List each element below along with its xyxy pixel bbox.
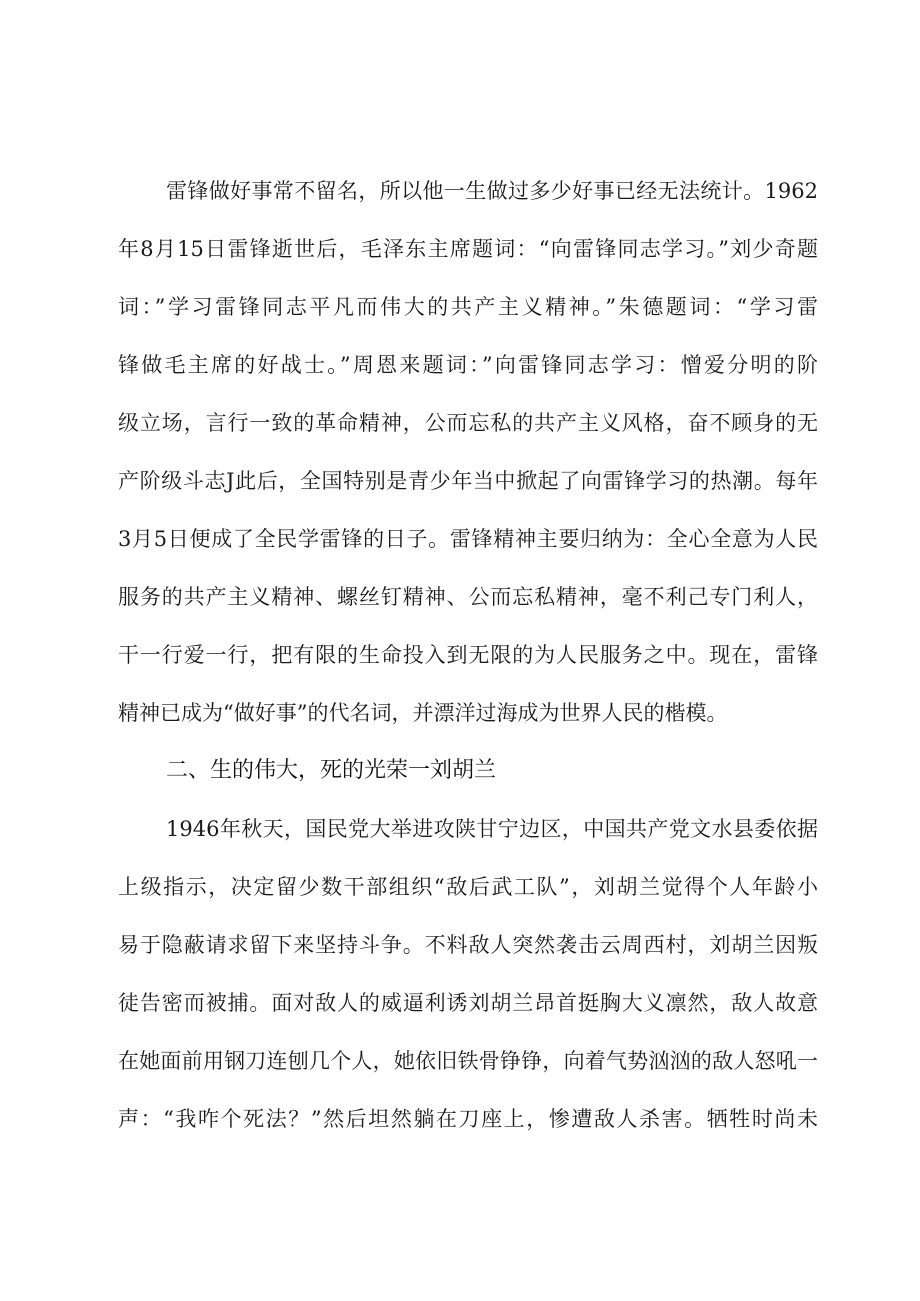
paragraph1-line-6: 产阶级斗志J此后，全国特别是青少年当中掀起了向雷锋学习的热潮。每年	[118, 469, 818, 493]
paragraph2-line-3: 易于隐蔽请求留下来坚持斗争。不料敌人突然袭击云周西村，刘胡兰因叛	[118, 933, 818, 957]
paragraph2-line-4: 徒告密而被捕。面对敌人的威逼利诱刘胡兰昂首挺胸大义凛然，敌人故意	[118, 991, 818, 1015]
section-heading-2: 二、生的伟大，死的光荣一刘胡兰	[166, 758, 497, 783]
paragraph1-line-9: 干一行爱一行，把有限的生命投入到无限的为人民服务之中。现在，雷锋	[118, 643, 818, 667]
paragraph2-line-6: 声：“我咋个死法？”然后坦然躺在刀座上，惨遭敌人杀害。牺牲时尚未	[118, 1107, 818, 1131]
paragraph1-line-3: 词：”学习雷锋同志平凡而伟大的共产主义精神。”朱德题词：“学习雷	[118, 295, 818, 319]
paragraph1-line-4: 锋做毛主席的好战士。”周恩来题词：”向雷锋同志学习：憎爱分明的阶	[118, 353, 818, 377]
paragraph1-line-10: 精神已成为“做好事”的代名词，并漂洋过海成为世界人民的楷模。	[118, 701, 728, 725]
paragraph1-line-5: 级立场，言行一致的革命精神，公而忘私的共产主义风格，奋不顾身的无	[118, 411, 818, 435]
paragraph1-line-7: 3月5日便成了全民学雷锋的日子。雷锋精神主要归纳为：全心全意为人民	[118, 527, 818, 551]
paragraph1-line-2: 年8月15日雷锋逝世后，毛泽东主席题词：“向雷锋同志学习。”刘少奇题	[118, 237, 818, 261]
paragraph1-line-1: 雷锋做好事常不留名，所以他一生做过多少好事已经无法统计。1962	[166, 179, 818, 203]
paragraph2-line-5: 在她面前用钢刀连刨几个人，她依旧铁骨铮铮，向着气势汹汹的敌人怒吼一	[118, 1049, 818, 1073]
paragraph2-line-1: 1946年秋天，国民党大举进攻陕甘宁边区，中国共产党文水县委依据	[166, 817, 818, 841]
paragraph2-line-2: 上级指示，决定留少数干部组织“敌后武工队”，刘胡兰觉得个人年龄小	[118, 875, 818, 899]
paragraph1-line-8: 服务的共产主义精神、螺丝钉精神、公而忘私精神，毫不利己专门利人，	[118, 585, 818, 609]
